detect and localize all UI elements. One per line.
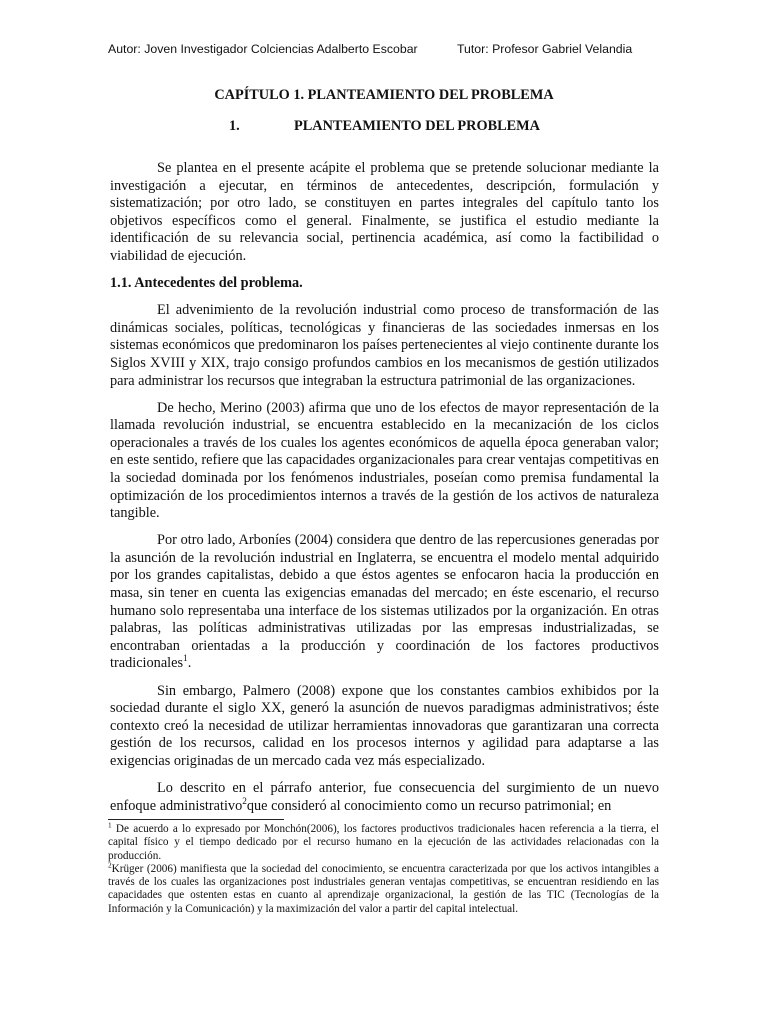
footnotes bbox=[108, 823, 659, 916]
footnote-2-number: 2 bbox=[108, 861, 112, 870]
paragraph-1: El advenimiento de la revolución industrial como proceso de transformación de las dinámicas sociales, políticas, tecnológicas y financieras de las sociedades inmersas en los sistemas económicos que predominaron los países pertenecientes al viejo continente durante los Siglos XVIII y XIX, trajo consigo profundos cambios en los mecanismos de gestión utilizados para administrar los recursos que integraban la estructura patrimonial de las organizaciones. bbox=[110, 302, 659, 389]
paragraph-2: De hecho, Merino (2003) afirma que uno de los efectos de mayor representación de la llamada revolución industrial, se encuentra establecido en la mecanización de los ciclos operacionales a través de los cuales los agentes económicos de aquella época generaban valor; en este sentido, refiere que las capacidades organizacionales para crear ventajas competitivas en la sociedad dominada por los fenómenos industriales, poseían como premisa fundamental la optimización de los procedimientos internos a través de la gestión de los activos de naturaleza tangible. bbox=[110, 399, 659, 522]
page-header bbox=[108, 42, 660, 56]
footnote-1-text: De acuerdo a lo expresado por Monchón(2006), los factores productivos tradicionales hacen referencia a la tierra, el capital físico y el tiempo dedicado por el recurso humano en la ejecución de las actividades relacionadas con la producción. bbox=[108, 823, 659, 862]
chapter-title: CAPÍTULO 1. PLANTEAMIENTO DEL PROBLEMA bbox=[214, 87, 554, 103]
body-text bbox=[110, 160, 659, 825]
paragraph-3-end: . bbox=[187, 655, 192, 672]
section-title-text: PLANTEAMIENTO DEL PROBLEMA bbox=[294, 118, 540, 134]
header-author: Autor: Joven Investigador Colciencias Adalberto Escobar bbox=[108, 42, 418, 56]
header-tutor: Tutor: Profesor Gabriel Velandia bbox=[457, 42, 633, 56]
section-title bbox=[229, 118, 540, 135]
paragraph-5-end: que consideró al conocimiento como un recurso patrimonial; en bbox=[246, 797, 612, 814]
footnote-divider bbox=[108, 819, 284, 820]
paragraph-5 bbox=[110, 780, 659, 815]
paragraph-4: Sin embargo, Palmero (2008) expone que los constantes cambios exhibidos por la sociedad durante el siglo XX, generó la asunción de nuevos paradigmas administrativos; éste contexto creó la necesidad de utilizar herramientas innovadoras que garantizaran una correcta gestión de los recursos, calidad en los procesos internos y agilidad para adaptarse a las exigencias originadas de un mercado cada vez más especializado. bbox=[110, 682, 659, 769]
footnote-2-text: Krüger (2006) manifiesta que la sociedad del conocimiento, se encuentra caracterizada por que los activos intangibles a través de los cuales las organizaciones post industriales generan ventajas competitivas, se encuentran residiendo en las capacidades que ostenten estas en cuanto al aprendizaje organizacional, la gestión de las TIC (Tecnologías de la Información y la Comunicación) y la maximización del valor a partir del capital intelectual. bbox=[108, 862, 659, 915]
footnote-1-number: 1 bbox=[108, 821, 112, 830]
paragraph-3 bbox=[110, 532, 659, 673]
footnote-1 bbox=[108, 823, 659, 863]
subsection-title: 1.1. Antecedentes del problema. bbox=[110, 275, 303, 292]
paragraph-5-start: Lo descrito en el párrafo anterior, fue consecuencia del surgimiento de un nuevo enfoque administrativo bbox=[110, 780, 659, 814]
intro-paragraph: Se plantea en el presente acápite el problema que se pretende solucionar mediante la investigación a ejecutar, en términos de antecedentes, descripción, formulación y sistematización; por otro lado, se constituyen en partes integrales del capítulo tanto los objetivos específicos como el general. Finalmente, se justifica el estudio mediante la identificación de su relevancia social, pertinencia académica, así como la factibilidad o viabilidad de ejecución. bbox=[110, 160, 659, 264]
footnote-ref-1[interactable]: 1 bbox=[183, 654, 188, 665]
section-number: 1. bbox=[229, 118, 240, 134]
footnote-ref-2[interactable]: 2 bbox=[242, 796, 247, 807]
paragraph-3-text: Por otro lado, Arboníes (2004) considera que dentro de las repercusiones generadas por la asunción de la revolución industrial en Inglaterra, se encuentra el modelo mental adquirido por los grandes capitalistas, debido a que éstos agentes se enfocaron hacia la producción en masa, sin tener en cuenta las exigencias emanadas del mercado; en éste escenario, el recurso humano solo representaba una interface de los sistemas utilizados por la organización. En otras palabras, las políticas administrativas utilizadas por las empresas industrializadas, se encontraban orientadas a la producción y coordinación de los factores productivos tradicionales bbox=[110, 532, 659, 672]
footnote-2 bbox=[108, 863, 659, 916]
